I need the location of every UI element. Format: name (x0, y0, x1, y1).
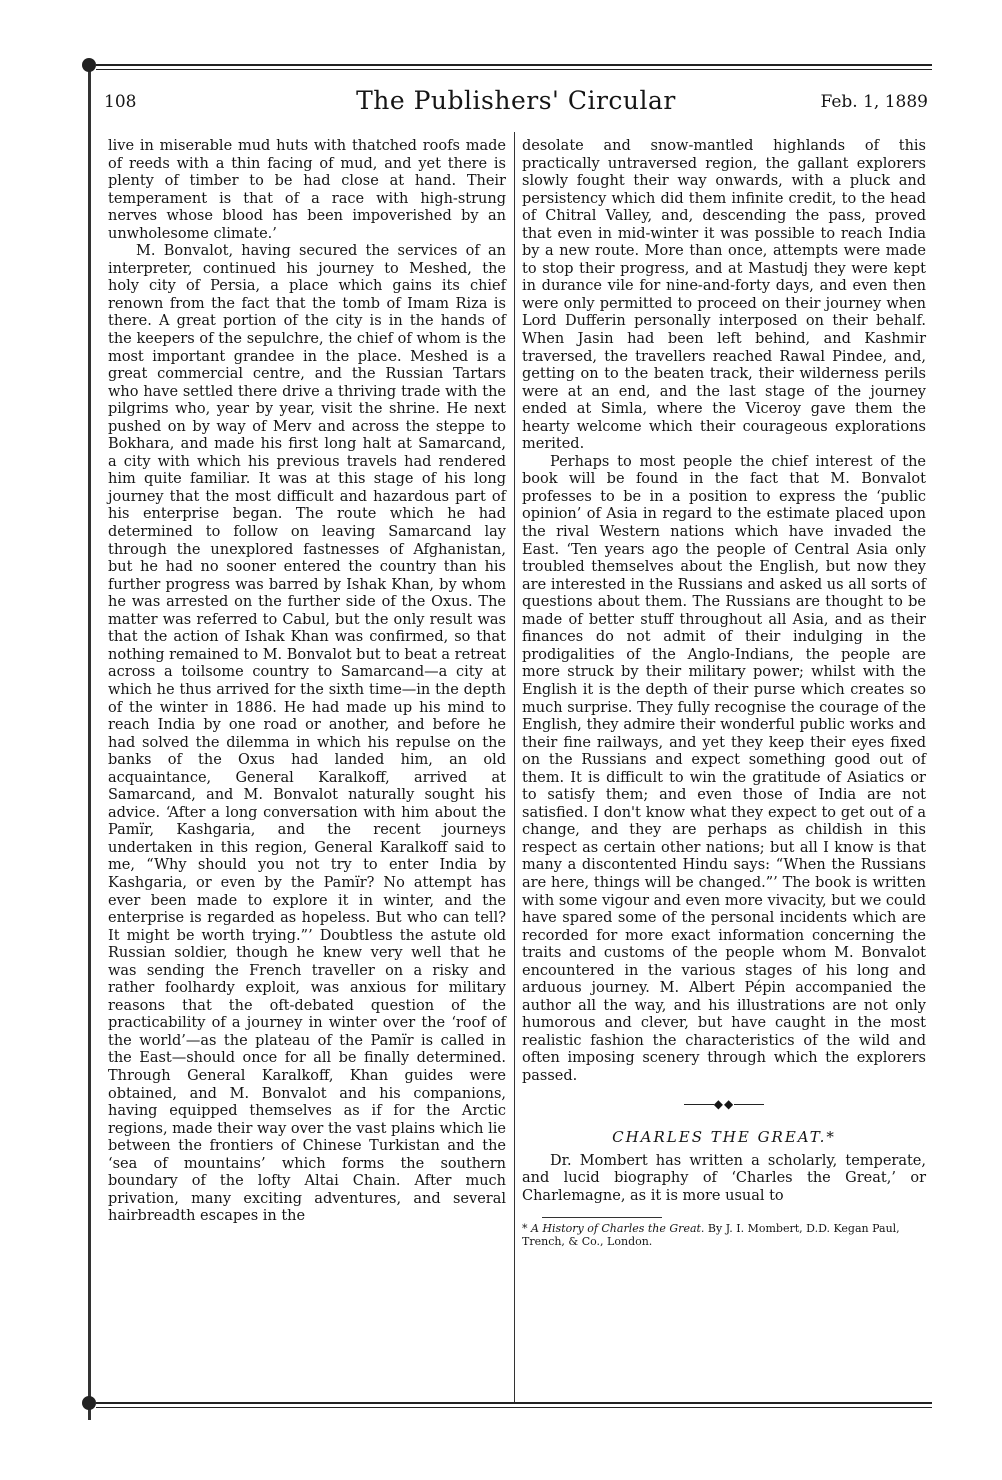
journal-title: The Publishers' Circular (356, 86, 676, 115)
paragraph: M. Bonvalot, having secured the services of an interpreter, continued his journey to Meshed, the holy city of Persia, a place which gains its chief renown from the fact that the tomb of Imam Riza is there. A great portion of the city is in the hands of the keepers of the sepulchre, the chief of whom is the most important grandee in the place. Meshed is a great commercial centre, and the Russian Tartars who have settled there drive a thriving trade with the pilgrims who, year by year, visit the shrine. He next pushed on by way of Merv and across the steppe to Bokhara, and made his first long halt at Samarcand, a city with which his previous travels had rendered him quite familiar. It was at this stage of his long journey that the most difficult and hazardous part of his enterprise began. The route which he had determined to follow on leaving Samarcand lay through the unexplored fastnesses of Afghanistan, but he had no sooner entered the country than his further progress was barred by Ishak Khan, by whom he was arrested on the further side of the Oxus. The matter was referred to Cabul, but the only result was that the action of Ishak Khan was confirmed, so that nothing remained to M. Bonvalot but to beat a retreat across a toilsome country to Samarcand—a city at which he thus arrived for the sixth time—in the depth of the winter in 1886. He had made up his mind to reach India by one road or another, and before he had solved the dilemma in which his repulse on the banks of the Oxus had landed him, an old acquaintance, General Karalkoff, arrived at Samarcand, and M. Bonvalot naturally sought his advice. ‘After a long conversation with him about the Pamïr, Kashgaria, and the recent journeys undertaken in this region, General Karalkoff said to me, “Why should you not try to enter India by Kashgaria, or even by the Pamïr? No attempt has ever been made to explore it in winter, and the enterprise is regarded as hopeless. But who can tell? It might be worth trying.”’ Doubtless the astute old Russian soldier, though he knew very well that he was sending the French traveller on a risky and rather foolhardy exploit, was anxious for military reasons that the oft-debated question of the practicability of a journey in winter over the ‘roof of the world’—as the plateau of the Pamïr is called in the East—should once for all be finally determined. Through General Karalkoff, Khan guides were obtained, and M. Bonvalot and his companions, having equipped themselves as if for the Arctic regions, made their way over the vast plains which lie between the frontiers of Chinese Turkistan and the ‘sea of mountains’ which forms the southern boundary of the lofty Altai Chain. After much privation, many exciting adventures, and several hairbreadth escapes in the (108, 243, 506, 1225)
bottom-rule (96, 1402, 932, 1408)
footnote-rest: By J. I. Mombert, D.D. Kegan Paul, Trench, & Co., London. (522, 1222, 900, 1249)
page-header (104, 86, 928, 120)
scan-mark-top (82, 58, 96, 72)
left-column (108, 138, 506, 1226)
right-column (522, 138, 926, 1248)
section-heading: CHARLES THE GREAT.* (612, 1128, 836, 1147)
paragraph: live in miserable mud huts with thatched roofs made of reeds with a thin facing of mud, and yet there is plenty of timber to be had close at hand. Their temperament is that of a race with high-strung nerves whose blood has been impoverished by an unwholesome climate.’ (108, 138, 506, 242)
column-divider (514, 132, 515, 1402)
paragraph: desolate and snow-mantled highlands of this practically untraversed region, the gallant explorers slowly fought their way onwards, with a pluck and persistency which did them infinite credit, to the head of Chitral Valley, and, descending the pass, proved that even in mid-winter it was possible to reach India by a new route. More than once, attempts were made to stop their progress, and at Mastudj they were kept in durance vile for nine-and-forty days, and even then were only permitted to proceed on their journey when Lord Dufferin personally interposed on their behalf. When Jasin had been left behind, and Kashmir traversed, the travellers reached Rawal Pindee, and, getting on to the beaten track, their wilderness perils were at an end, and the last stage of the journey ended at Simla, where the Viceroy gave them the hearty welcome which their courageous explorations merited. (522, 138, 926, 453)
footnote-rule (542, 1217, 662, 1218)
footnote (522, 1222, 926, 1248)
issue-date: Feb. 1, 1889 (820, 92, 928, 112)
scan-mark-bottom (82, 1396, 96, 1410)
footnote-title: * A History of Charles the Great. (522, 1222, 705, 1236)
paragraph: Perhaps to most people the chief interest of the book will be found in the fact that M. Bonvalot professes to be in a position to express the ‘public opinion’ of Asia in regard to the estimate placed upon the rival Western nations which have invaded the East. ‘Ten years ago the people of Central Asia only troubled themselves about the English, but now they are interested in the Russians and asked us all sorts of questions about them. The Russians are thought to be made of better stuff throughout all Asia, and as their finances do not admit of their indulging in the prodigalities of the Anglo-Indians, the people are more struck by their military power; whilst with the English it is the depth of their purse which creates so much surprise. They fully recognise the courage of the English, they admire their wonderful public works and their fine railways, and yet they keep their eyes fixed on the Russians and expect something good out of them. It is difficult to win the gratitude of Asiatics or to satisfy them; and even those of India are not satisfied. I don't know what they expect to get out of a change, and they are perhaps as childish in this respect as certain other nations; but all I know is that many a discontented Hindu says: “When the Russians are here, things will be changed.”’ The book is written with some vigour and even more vivacity, but we could have spared some of the personal incidents which are recorded for more exact information concerning the traits and customs of the people whom M. Bonvalot encountered in the various stages of his long and arduous journey. M. Albert Pépin accompanied the author all the way, and his illustrations are not only humorous and clever, but have caught in the most realistic fashion the characteristics of the wild and often imposing scenery through which the explorers passed. (522, 453, 926, 1084)
section-ornament: ◆◆ (522, 1096, 926, 1114)
page-number: 108 (104, 92, 137, 112)
section-paragraph: Dr. Mombert has written a scholarly, temperate, and lucid biography of ‘Charles the Great,’ or Charlemagne, as it is more usual to (522, 1152, 926, 1204)
top-rule (96, 64, 932, 70)
binding-edge (88, 60, 91, 1420)
